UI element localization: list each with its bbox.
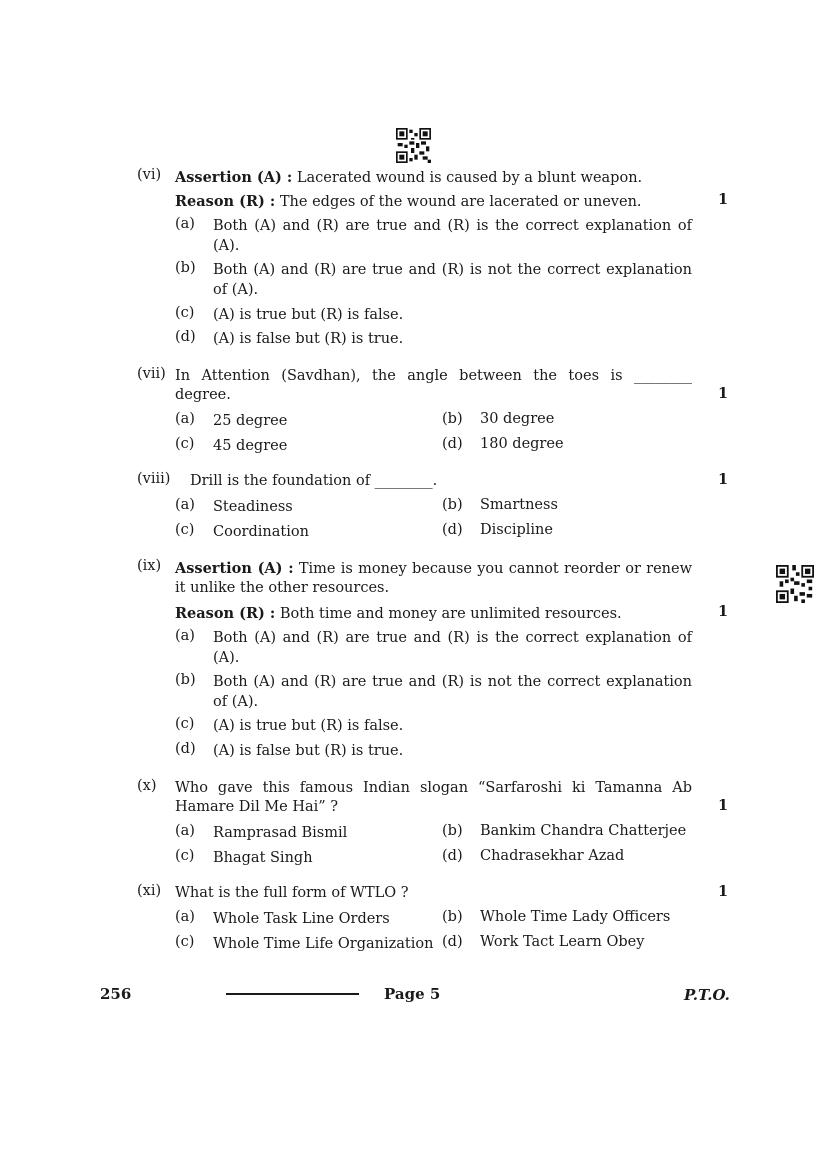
option-label: (d) xyxy=(442,934,463,950)
reason xyxy=(175,191,692,213)
option-label: (d) xyxy=(442,436,463,452)
option-text: Bankim Chandra Chatterjee xyxy=(480,823,687,839)
option-label: (a) xyxy=(175,216,195,232)
option-text: 45 degree xyxy=(213,438,288,454)
option-label: (a) xyxy=(175,497,195,513)
question-number: (viii) xyxy=(137,471,171,487)
assertion xyxy=(175,167,692,189)
option-label: (b) xyxy=(442,497,463,513)
option-text: Work Tact Learn Obey xyxy=(480,934,645,950)
please-turn-over: P.T.O. xyxy=(684,986,730,1004)
option-label: (b) xyxy=(442,909,463,925)
option-label: (d) xyxy=(175,741,196,757)
reason-text: The edges of the wound are lacerated or uneven. xyxy=(275,194,642,210)
option-text: Both (A) and (R) are true and (R) is the correct explanation of xyxy=(213,218,692,234)
option-label: (c) xyxy=(175,934,195,950)
paper-code: 256 xyxy=(100,985,132,1003)
option-text: Whole Task Line Orders xyxy=(213,911,390,927)
marks: 1 xyxy=(718,385,729,402)
option-text: Bhagat Singh xyxy=(213,850,313,866)
option-text: Whole Time Lady Officers xyxy=(480,909,671,925)
qr-code-side xyxy=(776,565,814,603)
option-text-cont: (A). xyxy=(213,238,240,254)
option-label: (c) xyxy=(175,848,195,864)
option-label: (c) xyxy=(175,716,195,732)
question-text: What is the full form of WTLO ? xyxy=(175,885,409,901)
option-text: (A) is false but (R) is true. xyxy=(213,331,404,347)
option-label: (c) xyxy=(175,522,195,538)
marks: 1 xyxy=(718,883,729,900)
option-label: (b) xyxy=(442,823,463,839)
option-text: Coordination xyxy=(213,524,309,540)
reason-text: Both time and money are unlimited resources. xyxy=(275,606,622,622)
option-text: Chadrasekhar Azad xyxy=(480,848,625,864)
option-text: Whole Time Life Organization xyxy=(213,936,434,952)
option-label: (a) xyxy=(175,411,195,427)
option-text: 180 degree xyxy=(480,436,564,452)
marks: 1 xyxy=(718,797,729,814)
marks: 1 xyxy=(718,191,729,208)
marks: 1 xyxy=(718,603,729,620)
question-number: (xi) xyxy=(137,883,162,899)
footer-divider xyxy=(226,993,359,995)
option-text: Ramprasad Bismil xyxy=(213,825,348,841)
page-number: Page 5 xyxy=(384,985,441,1003)
option-text: (A) is false but (R) is true. xyxy=(213,743,404,759)
option-text: Both (A) and (R) are true and (R) is not the correct explanation xyxy=(213,674,692,690)
option-label: (b) xyxy=(442,411,463,427)
option-label: (a) xyxy=(175,823,195,839)
assertion-text: Lacerated wound is caused by a blunt weapon. xyxy=(292,170,643,186)
question-text-cont: Hamare Dil Me Hai” ? xyxy=(175,799,339,815)
option-text: Both (A) and (R) are true and (R) is not the correct explanation xyxy=(213,262,692,278)
option-text: (A) is true but (R) is false. xyxy=(213,307,404,323)
option-label: (c) xyxy=(175,305,195,321)
question-text: Who gave this famous Indian slogan “Sarfaroshi ki Tamanna Ab xyxy=(175,780,692,796)
assertion-text: Time is money because you cannot reorder or renew xyxy=(293,561,692,577)
assertion xyxy=(175,558,692,580)
option-label: (d) xyxy=(442,848,463,864)
assertion-cont: it unlike the other resources. xyxy=(175,580,390,596)
option-text: Both (A) and (R) are true and (R) is the correct explanation of xyxy=(213,630,692,646)
option-label: (b) xyxy=(175,672,196,688)
assertion-label: Assertion (A) : xyxy=(175,169,293,186)
option-text-cont: (A). xyxy=(213,650,240,666)
question-text: Drill is the foundation of ________. xyxy=(190,473,438,489)
reason-label: Reason (R) : xyxy=(175,605,276,622)
question-number: (x) xyxy=(137,778,157,794)
qr-code-top xyxy=(396,128,431,163)
option-text: Smartness xyxy=(480,497,558,513)
option-label: (b) xyxy=(175,260,196,276)
reason xyxy=(175,603,692,625)
assertion-label: Assertion (A) : xyxy=(175,560,294,577)
option-label: (d) xyxy=(442,522,463,538)
option-text: Steadiness xyxy=(213,499,293,515)
option-text-cont: of (A). xyxy=(213,282,259,298)
option-label: (a) xyxy=(175,909,195,925)
option-text: Discipline xyxy=(480,522,553,538)
marks: 1 xyxy=(718,471,729,488)
option-label: (c) xyxy=(175,436,195,452)
question-number: (vii) xyxy=(137,366,166,382)
question-text: In Attention (Savdhan), the angle between the toes is ________ xyxy=(175,368,692,384)
option-text-cont: of (A). xyxy=(213,694,259,710)
option-label: (d) xyxy=(175,329,196,345)
reason-label: Reason (R) : xyxy=(175,193,276,210)
question-number: (ix) xyxy=(137,558,162,574)
question-number: (vi) xyxy=(137,167,162,183)
question-text-cont: degree. xyxy=(175,387,231,403)
option-text: (A) is true but (R) is false. xyxy=(213,718,404,734)
option-text: 25 degree xyxy=(213,413,288,429)
option-text: 30 degree xyxy=(480,411,555,427)
option-label: (a) xyxy=(175,628,195,644)
